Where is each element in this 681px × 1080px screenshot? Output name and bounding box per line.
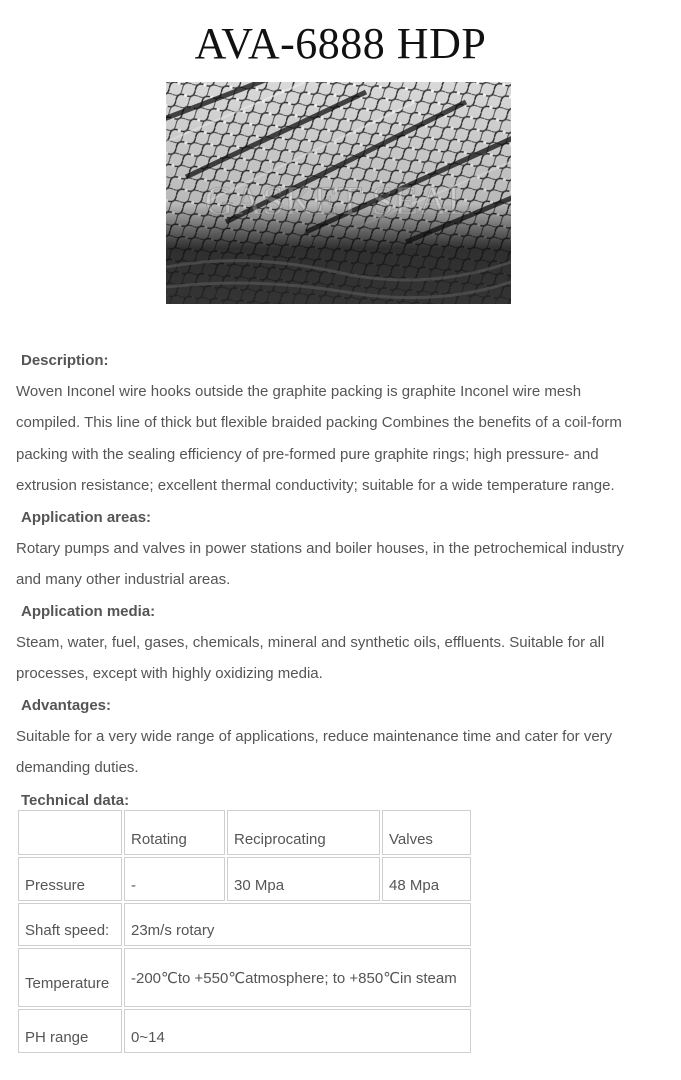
application-areas-text bbox=[16, 533, 666, 596]
table-cell: Shaft speed: bbox=[18, 903, 122, 946]
advantages-text bbox=[16, 721, 666, 784]
application-areas-heading: Application areas: bbox=[21, 509, 152, 526]
table-row bbox=[18, 857, 471, 901]
application-media-text bbox=[16, 627, 666, 690]
advantages-heading: Advantages: bbox=[21, 697, 112, 714]
application-areas-line: and many other industrial areas. bbox=[16, 571, 231, 589]
table-row bbox=[18, 903, 471, 946]
table-cell: 48 Mpa bbox=[382, 857, 471, 901]
table-cell: Valves bbox=[382, 810, 471, 855]
table-cell: Rotating bbox=[124, 810, 225, 855]
table-cell: Temperature bbox=[18, 948, 122, 1007]
table-cell: Pressure bbox=[18, 857, 122, 901]
description-text bbox=[16, 376, 666, 502]
description-line: Woven Inconel wire hooks outside the graphite packing is graphite Inconel wire mesh bbox=[16, 383, 582, 400]
application-media-line: processes, except with highly oxidizing media. bbox=[16, 665, 323, 683]
table-cell: -200℃to +550℃atmosphere; to +850℃in steam bbox=[124, 948, 471, 1007]
advantages-line: Suitable for a very wide range of applications, reduce maintenance time and cater for very bbox=[16, 728, 613, 745]
table-row bbox=[18, 1009, 471, 1053]
description-heading: Description: bbox=[21, 352, 109, 369]
product-title: AVA-6888 HDP bbox=[194, 19, 487, 68]
application-areas-line: Rotary pumps and valves in power stations and boiler houses, in the petrochemical industry bbox=[16, 540, 624, 557]
table-cell: 0~14 bbox=[124, 1009, 471, 1053]
product-photo bbox=[166, 82, 511, 304]
technical-data-heading: Technical data: bbox=[21, 792, 130, 809]
table-cell bbox=[18, 810, 122, 855]
application-media-line: Steam, water, fuel, gases, chemicals, mineral and synthetic oils, effluents. Suitable for all bbox=[16, 634, 605, 651]
table-cell: 30 Mpa bbox=[227, 857, 380, 901]
table-row bbox=[18, 948, 471, 1007]
table-cell: - bbox=[124, 857, 225, 901]
table-cell: Reciprocating bbox=[227, 810, 380, 855]
description-line: compiled. This line of thick but flexible braided packing Combines the benefits of a coil-form bbox=[16, 414, 622, 432]
technical-data-table bbox=[16, 808, 473, 1055]
description-line: packing with the sealing efficiency of pre-formed pure graphite rings; high pressure- and bbox=[16, 445, 599, 463]
table-cell: 23m/s rotary bbox=[124, 903, 471, 946]
table-row bbox=[18, 810, 471, 855]
description-line: extrusion resistance; excellent thermal conductivity; suitable for a wide temperature range. bbox=[16, 477, 615, 495]
application-media-heading: Application media: bbox=[21, 603, 156, 620]
table-cell: PH range bbox=[18, 1009, 122, 1053]
image-watermark: GASKET SEAL bbox=[204, 178, 472, 223]
advantages-line: demanding duties. bbox=[16, 759, 139, 777]
